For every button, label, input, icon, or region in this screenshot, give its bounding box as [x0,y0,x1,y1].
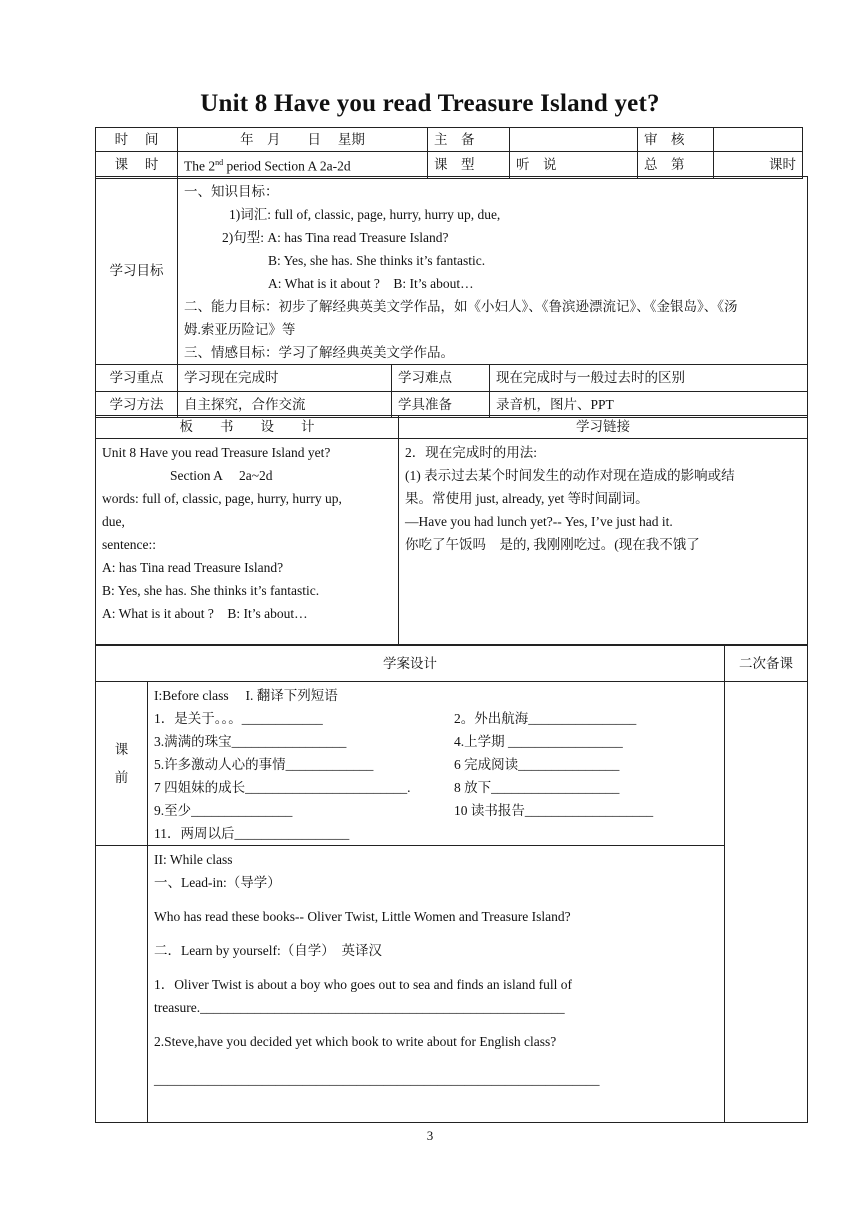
date-value: 年 月 日 星期 [178,128,428,152]
page-title: Unit 8 Have you read Treasure Island yet? [200,90,660,117]
zhongdian-value: 学习现在完成时 [178,365,392,392]
second-prep-area [725,682,808,1123]
shenhe-value [714,128,803,152]
board-table [95,415,808,645]
nandian-value: 现在完成时与一般过去时的区别 [490,365,808,392]
main-table [95,176,808,418]
objectives-label: 学习目标 [96,177,178,365]
kexing-value: 听 说 [510,152,638,179]
juju-value: 录音机，图片、PPT [490,392,808,418]
board-header: 板 书 设 计 [96,416,399,439]
juju-label: 学具准备 [392,392,490,418]
second-prep-header: 二次备课 [725,646,808,682]
fangfa-value: 自主探究，合作交流 [178,392,392,418]
while-class-label [96,846,148,1123]
keshi-unit: 课时 [714,152,803,179]
objectives-content: 一、知识目标： 1)词汇: full of, classic, page, hurry, hurry up, due, 2)句型: A: has Tina read Treasure Island? B: Yes, she has. She thinks it’s fantastic. A: What is it about ? B: It’s about… 二、能力目标：初步了解经典英美文学作品，如《小妇人》、《鲁滨逊漂流记》、《金银岛》、《汤 姆.索亚历险记》等 三、情感目标：学习了解经典英美文学作品。 [178,177,808,365]
zongdi-label: 总 第 [638,152,714,179]
zhubei-value [510,128,638,152]
nandian-label: 学习难点 [392,365,490,392]
before-class-content: I:Before class I. 翻译下列短语 1．是关于。。。____________ 2。外出航海________________ 3.满满的珠宝_________________ 4.上学期 _________________ 5.许多激动人心的事情_____________ 6 完成阅读_______________ 7 四姐妹的成长________________________. 8 放下___________________ 9.至少_______________ 10 读书报告___________________ 11．两周以后_________________ [148,682,725,846]
design-table [95,645,808,1123]
board-content: Unit 8 Have you read Treasure Island yet? Section A 2a~2d words: full of, classic, page, hurry, hurry up, due, sentence:: A: has Tina read Treasure Island? B: Yes, she has. She thinks it’s fantastic. A: What is it about ? B: It’s about… [96,439,399,645]
zhubei-label: 主 备 [428,128,510,152]
keshi-label: 课 时 [96,152,178,179]
period-value: The 2nd period Section A 2a-2d [178,152,428,179]
link-header: 学习链接 [399,416,808,439]
link-content: 2．现在完成时的用法: (1) 表示过去某个时间发生的动作对现在造成的影响或结 果。常使用 just, already, yet 等时间副词。 —Have you had lunch yet?-- Yes, I’ve just had it. 你吃了午饭吗 是的, 我刚刚吃过。(现在我不饿了 [399,439,808,645]
zhongdian-label: 学习重点 [96,365,178,392]
time-label: 时 间 [96,128,178,152]
header-table [95,127,803,179]
kexing-label: 课 型 [428,152,510,179]
fangfa-label: 学习方法 [96,392,178,418]
shenhe-label: 审 核 [638,128,714,152]
design-header: 学案设计 [96,646,725,682]
pre-class-label: 课 前 [96,682,148,846]
while-class-content: II: While class 一、Lead-in:（导学） Who has read these books-- Oliver Twist, Little Women and Treasure Island? 二．Learn by yourself:（自学） 英译汉 1．Oliver Twist is about a boy who goes out to sea and finds an island full of treasure.______________________________________________________ 2.Steve,have you decided yet which book to write about for English class? __________________________________________________________________ [148,846,725,1123]
page-number: 3 [426,1128,434,1143]
